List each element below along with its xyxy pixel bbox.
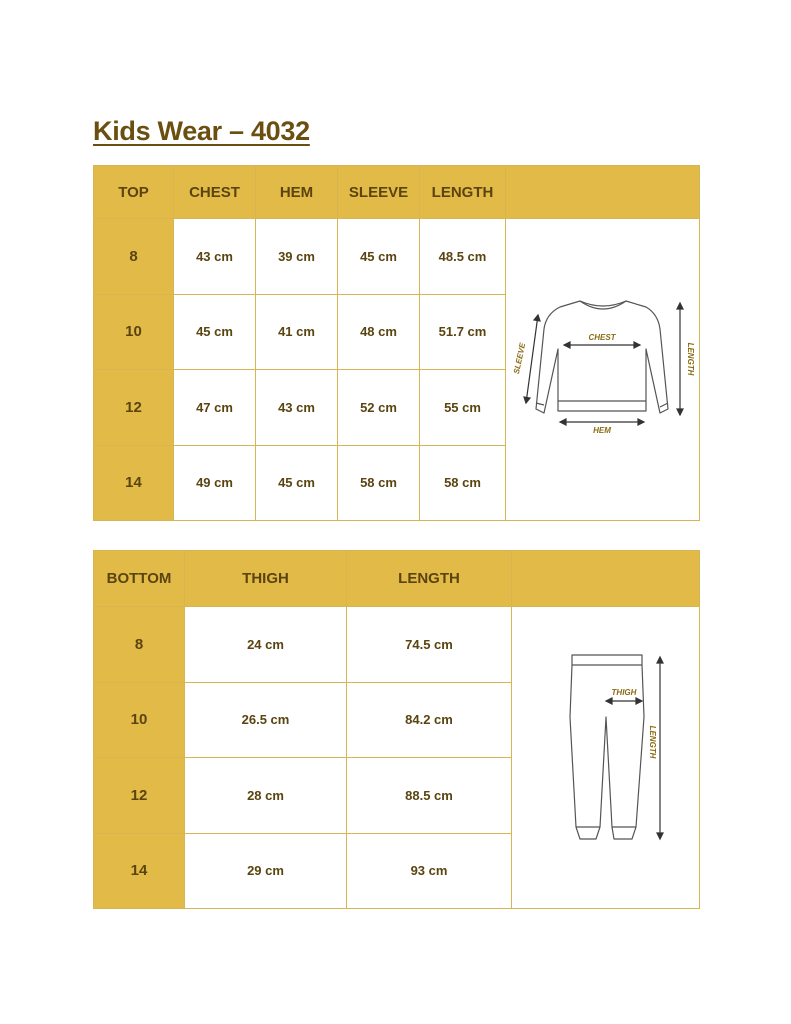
header-length: LENGTH — [420, 166, 506, 219]
header-blank — [506, 166, 700, 219]
bottom-size-table — [93, 550, 700, 909]
hem-value: 43 cm — [256, 370, 338, 446]
size-label: 12 — [94, 758, 185, 834]
page-title: Kids Wear – 4032 — [93, 116, 310, 146]
top-size-table — [93, 165, 700, 521]
sweatshirt-diagram-cell — [506, 219, 700, 521]
header-chest: CHEST — [174, 166, 256, 219]
length-value: 74.5 cm — [347, 607, 512, 683]
hem-value: 41 cm — [256, 294, 338, 370]
sleeve-value: 58 cm — [338, 445, 420, 521]
sleeve-value: 45 cm — [338, 219, 420, 295]
thigh-value: 28 cm — [185, 758, 347, 834]
hem-diagram-label: HEM — [592, 426, 611, 435]
length-value: 88.5 cm — [347, 758, 512, 834]
length-value: 58 cm — [420, 445, 506, 521]
table-header-row — [94, 551, 700, 607]
thigh-value: 24 cm — [185, 607, 347, 683]
chest-value: 49 cm — [174, 445, 256, 521]
size-label: 12 — [94, 370, 174, 446]
pants-diagram — [514, 607, 698, 903]
sleeve-value: 52 cm — [338, 370, 420, 446]
size-label: 10 — [94, 682, 185, 758]
size-label: 14 — [94, 833, 185, 909]
hem-value: 45 cm — [256, 445, 338, 521]
pants-diagram-cell — [512, 607, 700, 909]
thigh-value: 29 cm — [185, 833, 347, 909]
length-diagram-label: LENGTH — [647, 725, 657, 759]
chest-diagram-label: CHEST — [587, 333, 616, 342]
sweatshirt-diagram — [508, 219, 698, 515]
size-label: 8 — [94, 607, 185, 683]
table-row — [94, 607, 700, 683]
length-value: 55 cm — [420, 370, 506, 446]
size-label: 14 — [94, 445, 174, 521]
chest-value: 43 cm — [174, 219, 256, 295]
sleeve-value: 48 cm — [338, 294, 420, 370]
length-value: 84.2 cm — [347, 682, 512, 758]
length-value: 48.5 cm — [420, 219, 506, 295]
thigh-value: 26.5 cm — [185, 682, 347, 758]
sleeve-diagram-label: SLEEVE — [511, 342, 527, 375]
header-sleeve: SLEEVE — [338, 166, 420, 219]
size-label: 10 — [94, 294, 174, 370]
chest-value: 47 cm — [174, 370, 256, 446]
length-value: 51.7 cm — [420, 294, 506, 370]
header-top: TOP — [94, 166, 174, 219]
table-header-row — [94, 166, 700, 219]
chest-value: 45 cm — [174, 294, 256, 370]
table-row — [94, 219, 700, 295]
header-hem: HEM — [256, 166, 338, 219]
header-length: LENGTH — [347, 551, 512, 607]
header-bottom: BOTTOM — [94, 551, 185, 607]
size-label: 8 — [94, 219, 174, 295]
thigh-diagram-label: THIGH — [611, 688, 636, 697]
length-value: 93 cm — [347, 833, 512, 909]
length-diagram-label: LENGTH — [685, 342, 695, 376]
header-blank — [512, 551, 700, 607]
header-thigh: THIGH — [185, 551, 347, 607]
hem-value: 39 cm — [256, 219, 338, 295]
